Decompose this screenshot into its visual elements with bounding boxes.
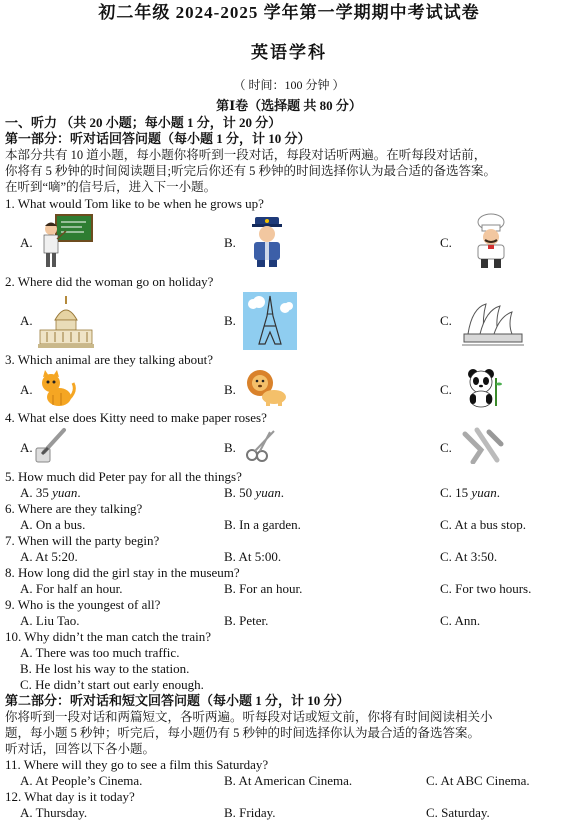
instruction-line: 题，每小题 5 秒钟；听完后，每小题仍有 5 秒钟的时间选择你认为最合适的备选答案。: [5, 726, 481, 740]
option-label: A.: [20, 313, 33, 328]
panda-icon: [462, 368, 502, 408]
capitol-building-icon: [37, 294, 95, 350]
instruction-line: 你将听到一段对话和两篇短文，各听两遍。听每段对话或短文前，你将有时间阅读相关小: [5, 710, 493, 724]
option-c: C. At ABC Cinema.: [426, 773, 530, 788]
chef-icon: [468, 213, 514, 269]
option-a: A. There was too much traffic.: [20, 645, 180, 660]
option-b: B. At American Cinema.: [224, 773, 353, 788]
option-label: A.: [20, 440, 33, 455]
glue-brush-icon: [32, 426, 72, 464]
instruction-line: 在听到“嘀”的信号后，进入下一小题。: [5, 180, 217, 194]
exam-title: 初二年级 2024-2025 学年第一学期期中考试试卷: [98, 3, 480, 22]
question-text: 10. Why didn’t the man catch the train?: [5, 629, 212, 644]
option-c: C. Saturday.: [426, 805, 490, 820]
question-text: 9. Who is the youngest of all?: [5, 597, 161, 612]
teacher-icon: [38, 213, 94, 269]
eiffel-tower-icon: [243, 292, 297, 350]
lion-icon: [244, 367, 288, 407]
option-b: B. In a garden.: [224, 517, 301, 532]
option-label: C.: [440, 440, 452, 455]
option-a: A. At 5:20.: [20, 549, 78, 564]
question-text: 4. What else does Kitty need to make paper roses?: [5, 410, 267, 425]
question-text: 1. What would Tom like to be when he grows up?: [5, 196, 264, 211]
option-label: B.: [224, 313, 236, 328]
part2-heading: 第二部分：听对话和短文回答问题（每小题 1 分，计 10 分）: [5, 693, 350, 708]
option-label: C.: [440, 382, 452, 397]
time-note: （ 时间：100 分钟 ）: [233, 78, 345, 92]
question-text: 5. How much did Peter pay for all the things?: [5, 469, 242, 484]
option-c: C. He didn’t start out early enough.: [20, 677, 204, 692]
option-c: C. At a bus stop.: [440, 517, 526, 532]
option-label: A.: [20, 382, 33, 397]
option-a: A. For half an hour.: [20, 581, 123, 596]
instruction-line: 听对话，回答以下各小题。: [5, 742, 156, 756]
option-b: B. At 5:00.: [224, 549, 282, 564]
question-text: 11. Where will they go to see a film this Saturday?: [5, 757, 269, 772]
section-heading: 一、听力 （共 20 小题；每小题 1 分，计 20 分）: [5, 115, 282, 130]
question-text: 3. Which animal are they talking about?: [5, 352, 214, 367]
option-a: A. 35 yuan.: [20, 485, 81, 500]
scissors-icon: [245, 428, 277, 462]
option-label: A.: [20, 235, 33, 250]
option-c: C. 15 yuan.: [440, 485, 500, 500]
question-text: 8. How long did the girl stay in the museum?: [5, 565, 240, 580]
option-label: B.: [224, 235, 236, 250]
option-b: B. Peter.: [224, 613, 269, 628]
option-a: A. Liu Tao.: [20, 613, 80, 628]
sydney-opera-house-icon: [460, 298, 526, 348]
police-officer-icon: [247, 214, 287, 268]
option-b: B. For an hour.: [224, 581, 303, 596]
option-c: C. At 3:50.: [440, 549, 498, 564]
option-c: C. For two hours.: [440, 581, 532, 596]
question-text: 7. When will the party begin?: [5, 533, 160, 548]
option-label: B.: [224, 382, 236, 397]
instruction-line: 本部分共有 10 道小题，每小题你将听到一段对话，每段对话听两遍。在听每段对话前，: [5, 148, 487, 162]
option-b: B. 50 yuan.: [224, 485, 284, 500]
option-b: B. He lost his way to the station.: [20, 661, 190, 676]
question-text: 12. What day is it today?: [5, 789, 135, 804]
question-text: 6. Where are they talking?: [5, 501, 143, 516]
option-b: B. Friday.: [224, 805, 276, 820]
option-c: C. Ann.: [440, 613, 481, 628]
ribbon-icon: [461, 426, 505, 464]
subject-title: 英语学科: [251, 43, 327, 62]
volume-title: 第Ⅰ卷（选择题 共 80 分）: [216, 98, 362, 113]
option-a: A. At People’s Cinema.: [20, 773, 143, 788]
option-a: A. Thursday.: [20, 805, 88, 820]
part1-heading: 第一部分：听对话回答问题（每小题 1 分，计 10 分）: [5, 131, 311, 146]
question-text: 2. Where did the woman go on holiday?: [5, 274, 214, 289]
option-label: C.: [440, 235, 452, 250]
option-label: B.: [224, 440, 236, 455]
option-label: C.: [440, 313, 452, 328]
cat-icon: [37, 369, 77, 409]
instruction-line: 你将有 5 秒钟的时间阅读题目;听完后你还有 5 秒钟的时间选择你认为最合适的备选答案。: [5, 164, 496, 178]
option-a: A. On a bus.: [20, 517, 86, 532]
